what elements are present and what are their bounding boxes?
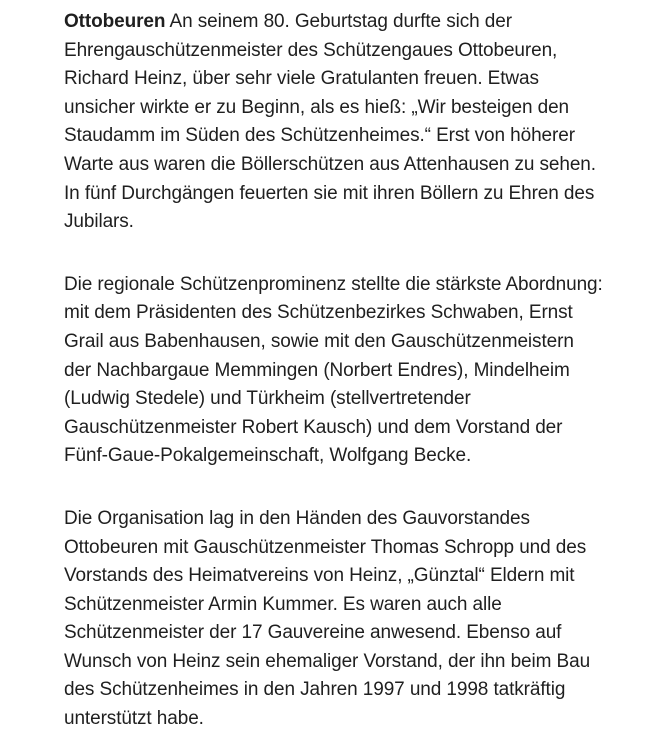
paragraph-2: Die regionale Schützenprominenz stellte die stärkste Abordnung: mit dem Präsidenten des Schützenbezirkes Schwaben, Ernst Grail aus Babenhausen, sowie mit den Gauschützenmeistern der Nachbargaue Memmingen (Norbert Endres), Mindelheim (Ludwig Stedele) und Türkheim (stellvertretender Gauschützenmeister Robert Kausch) und dem Vorstand der Fünf-Gaue-Pokalgemeinschaft, Wolfgang Becke.	[64, 273, 603, 467]
article-body	[64, 8, 604, 734]
paragraph-1	[64, 8, 604, 237]
paragraph-1-text: An seinem 80. Geburtstag durfte sich der Ehrengauschützenmeister des Schützengaues Ottobeuren, Richard Heinz, über sehr viele Gratulanten freuen. Etwas unsicher wirkte er zu Beginn, als es hieß: „Wir besteigen den Staudamm im Süden des Schützenheimes.“ Erst von höherer Warte aus waren die Böllerschützen aus Attenhausen zu sehen. In fünf Durchgängen feuerten sie mit ihren Böllern zu Ehren des Jubilars.	[64, 11, 596, 233]
dateline: Ottobeuren	[64, 11, 166, 32]
paragraph-3: Die Organisation lag in den Händen des Gauvorstandes Ottobeuren mit Gauschützenmeister Thomas Schropp und des Vorstands des Heimatvereins von Heinz, „Günztal“ Eldern mit Schützenmeister Armin Kummer. Es waren auch alle Schützenmeister der 17 Gauvereine anwesend. Ebenso auf Wunsch von Heinz sein ehemaliger Vorstand, der ihn beim Bau des Schützenheimes in den Jahren 1997 und 1998 tatkräftig unterstützt habe.	[64, 507, 591, 730]
